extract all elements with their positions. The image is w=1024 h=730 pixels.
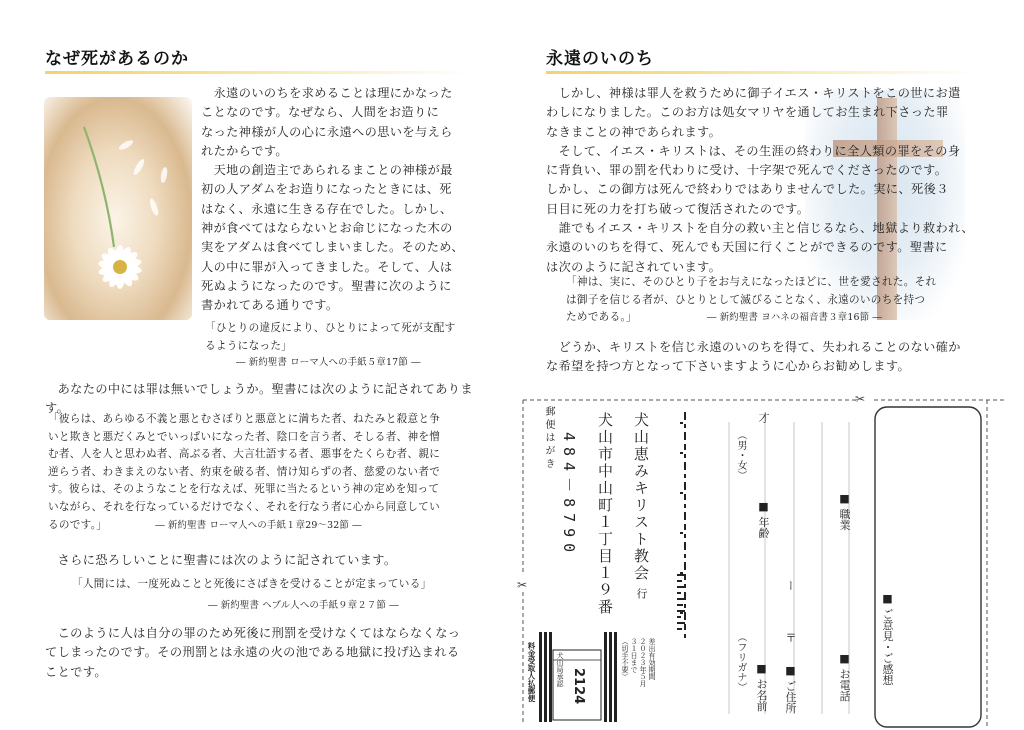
text-line: このように人は自分の罪のため死後に刑罰を受けなくてはならなくなっ <box>45 626 461 640</box>
scissors-icon: ✂ <box>855 392 866 406</box>
text-line: てしまったのです。その刑罰とは永遠の火の池である地獄に投げ込まれる <box>45 645 460 660</box>
quote-last: ためである。」 <box>566 311 637 324</box>
reply-postcard <box>519 392 1008 729</box>
quote-last: るのです。」 <box>48 518 108 531</box>
text-line: はなく、永遠に生きる存在でした。しかし、 <box>201 201 453 216</box>
age-label: ■ 年齢 <box>757 500 770 539</box>
recipient-org: 犬山恵みキリスト教会 <box>632 412 650 582</box>
quote-line: む者、人を人と思わぬ者、高ぶる者、大言壮語する者、悪事をたくらむ者、親に <box>48 448 441 461</box>
validity-line: ２０２３年５月 <box>639 638 647 687</box>
age-unit: 才 <box>757 412 770 423</box>
name-label: ■ お名前 <box>755 662 768 712</box>
flower-photo <box>44 97 192 320</box>
left-para-4 <box>45 624 495 682</box>
furigana-label: （フリガナ） <box>735 632 746 692</box>
quote-line <box>48 517 498 535</box>
text-line: しかし、神様は罪人を救うために御子イエス・キリストをこの世にお遣 <box>546 86 961 100</box>
text-line: 日目に死の力を打ち破って復活されたのです。 <box>546 201 810 216</box>
scissors-icon: ✂ <box>517 578 528 592</box>
comments-field[interactable] <box>891 412 975 722</box>
text-line: 永遠のいのちを得て、死んでも天国に行くことができるのです。聖書に <box>546 240 948 255</box>
text-line: ことなのです。なぜなら、人間をお造りに <box>201 105 440 120</box>
text-line: 書かれてある通りです。 <box>201 298 339 313</box>
right-cite: ― 新約聖書 ヨハネの福音書３章16節 ― <box>706 312 883 324</box>
text-line: な希望を持つ方となって下さいますように心からお勧めします。 <box>546 359 911 374</box>
text-line: 天地の創造主であられるまことの神様が最 <box>201 163 453 178</box>
text-line: わしになりました。このお方は処女マリヤを通してお生まれ下さった罪 <box>546 105 949 120</box>
quote-line: す。彼らは、そのようなことを行なえば、死罪に当たるという神の定めを知って <box>48 483 440 496</box>
text-line: れたからです。 <box>201 143 289 158</box>
right-heading: 永遠のいのち <box>546 49 654 69</box>
phone-job-field[interactable] <box>822 422 849 714</box>
right-heading-underline <box>546 71 982 74</box>
quote-line: 逆らう者、わきまえのない者、約束を破る者、情け知らずの者、慈愛のない者で <box>48 465 441 478</box>
text-line: そして、イエス・キリストは、その生涯の終わりに全人類の罪をその身 <box>546 143 961 158</box>
name-field[interactable] <box>729 422 765 714</box>
validity-line: （切手不要） <box>621 638 629 680</box>
left-cite-1: ― 新約聖書 ローマ人への手紙５章17節 ― <box>236 357 421 368</box>
quote-line: いながら、それを行なっているだけでなく、それを行なう者に心から同意してい <box>48 500 440 513</box>
recipient-suffix: 行 <box>635 588 648 601</box>
text-line: なきまことの神であられます。 <box>546 124 722 139</box>
text-line: しかし、この御方は死んで終わりではありませんでした。実に、死後３ <box>546 182 949 197</box>
left-para-1 <box>201 84 484 316</box>
quote-line: るようになった」 <box>205 339 293 352</box>
validity-line: ３１日まで <box>630 638 638 673</box>
right-quote <box>566 274 986 327</box>
left-quote-1 <box>205 320 485 355</box>
left-heading: なぜ死があるのか <box>45 49 189 69</box>
text-line: 初の人アダムをお造りになったときには、死 <box>201 182 452 197</box>
left-cite-2: ― 新約聖書 ローマ人への手紙１章29～32節 ― <box>155 519 362 531</box>
text-line: 人の中に罪が入ってきました。そして、人は <box>201 259 453 274</box>
comments-label: ■ ご意見・ご感想 <box>881 592 894 686</box>
address-label: ■ ご住所 <box>784 664 797 714</box>
right-para-2 <box>546 338 986 377</box>
quote-line: いと欺きと悪だくみとでいっぱいになった者、陰口を言う者、そしる者、神を憎 <box>48 430 441 443</box>
text-line: なった神様が人の心に永遠への思いを与えら <box>201 124 453 139</box>
left-quote-2 <box>48 411 498 534</box>
quote-line: 「彼らは、あらゆる不義と悪とむさぼりと悪意とに満ちた者、ねたみと殺意と争 <box>48 413 441 425</box>
right-para-1 <box>546 84 986 277</box>
quote-line <box>566 309 986 327</box>
recipient-address: 犬山市中山町１丁目１９番 <box>596 412 614 616</box>
left-heading-underline <box>45 71 477 74</box>
left-para-3: さらに恐ろしいことに聖書には次のように記されています。 <box>45 553 397 567</box>
job-label: ■ 職業 <box>838 492 851 531</box>
text-line: 死ぬようになったのです。聖書に次のように <box>201 278 452 293</box>
permit-label: 料金受取人払郵便 <box>527 642 536 702</box>
left-para-2: あなたの中には罪は無いでしょうか。聖書には次のように記されてあります。 <box>45 382 473 416</box>
validity-line: 差出有効期間 <box>648 638 656 680</box>
text-line: 神が食べてはならないとお命じになった木の <box>201 221 453 236</box>
text-line: 誰でもイエス・キリストを自分の救い主と信じるなら、地獄より救われ、 <box>546 221 974 236</box>
postal-mark: 〒 <box>784 632 797 643</box>
permit-office: 犬山局承認 <box>556 652 564 687</box>
text-line: どうか、キリストを信じ永遠のいのちを得て、失われることのない確か <box>546 340 961 354</box>
phone-label: ■ お電話 <box>838 652 851 702</box>
text-line: に背負い、罪の罰を代わりに受け、十字架で死んでくださったのです。 <box>546 163 948 178</box>
postal-dash: ー <box>784 580 797 591</box>
address-field[interactable] <box>765 422 794 714</box>
recipient-name <box>631 412 652 601</box>
mail-type-label: 郵便はがき <box>543 406 554 471</box>
quote-line: 「神は、実に、そのひとり子をお与えになったほどに、世を愛された。それ <box>566 276 937 288</box>
text-line: 永遠のいのちを求めることは理にかなった <box>201 86 453 100</box>
left-cite-3: ― 新約聖書 ヘブル人への手紙９章２７節 ― <box>208 600 399 611</box>
permit-number: 2124 <box>571 668 586 705</box>
text-line: は次のように記されています。 <box>546 259 722 274</box>
text-line: 実をアダムは食べてしまいました。そのため、 <box>201 240 464 255</box>
postal-barcode <box>677 574 685 630</box>
validity-note <box>620 638 656 687</box>
sex-label[interactable]: （男・女） <box>735 430 746 480</box>
daisy-image <box>44 97 192 320</box>
left-quote-3: 「人間には、一度死ぬことと死後にさばきを受けることが定まっている」 <box>72 578 432 590</box>
quote-line: 「ひとりの違反により、ひとりによって死が支配す <box>205 322 456 334</box>
quote-line: は御子を信じる者が、ひとりとして滅びることなく、永遠のいのちを持つ <box>566 293 926 306</box>
postal-code: 484－8790 <box>560 432 578 559</box>
text-line: ことです。 <box>45 664 107 679</box>
